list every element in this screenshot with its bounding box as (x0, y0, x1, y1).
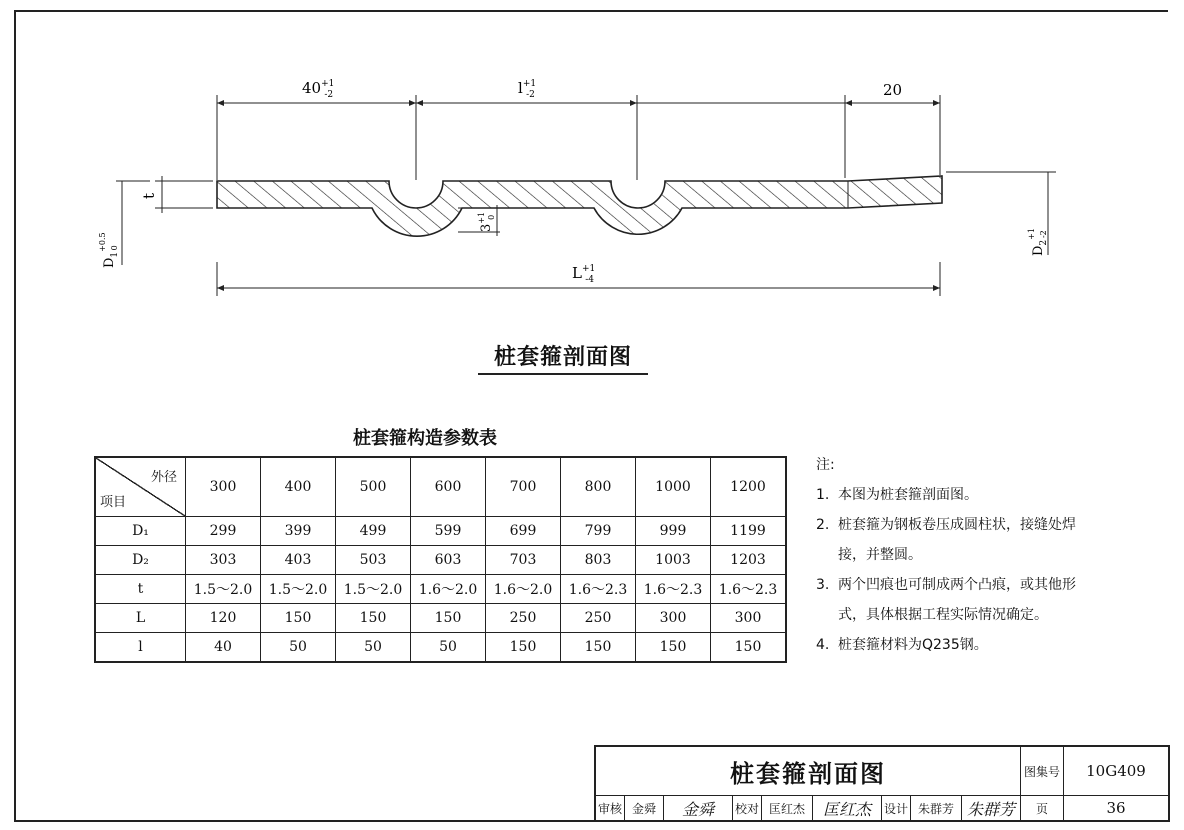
table-row (95, 546, 786, 575)
section-title: 桩套箍剖面图 (478, 340, 648, 375)
table-cell: 40 (186, 633, 261, 663)
table-cell: 1.6～2.3 (636, 575, 711, 604)
design-signature: 朱群芳 (962, 796, 1021, 822)
dim-t-label: t (140, 192, 158, 199)
review-name: 金舜 (625, 796, 664, 822)
corner-top-label: 外径 (150, 470, 177, 485)
table-cell: 1199 (711, 517, 787, 546)
design-name: 朱群芳 (911, 796, 962, 822)
table-cell: 803 (561, 546, 636, 575)
table-cell: 150 (411, 604, 486, 633)
table-cell: 50 (261, 633, 336, 663)
note-text: 桩套箍材料为Q235钢。 (838, 637, 988, 653)
table-cell: 1.6～2.3 (561, 575, 636, 604)
note-item (816, 630, 1096, 660)
table-cell: 50 (411, 633, 486, 663)
column-header: 1000 (636, 457, 711, 517)
review-signature: 金舜 (664, 796, 733, 822)
page-number: 36 (1064, 796, 1170, 822)
table-cell: 1.5～2.0 (336, 575, 411, 604)
note-number: 1. (816, 487, 830, 503)
dim-3-label: $3^{+1}0$ (477, 211, 496, 232)
section-drawing (0, 0, 1184, 330)
table-cell: 403 (261, 546, 336, 575)
note-number: 4. (816, 637, 830, 653)
note-number: 3. (816, 577, 830, 593)
table-cell: 503 (336, 546, 411, 575)
table-cell: 299 (186, 517, 261, 546)
atlas-number: 10G409 (1064, 746, 1170, 796)
row-label: l (95, 633, 186, 663)
column-header: 1200 (711, 457, 787, 517)
dim-l-label: $l^{+1}$ -2 (518, 79, 537, 100)
title-block (594, 745, 1170, 822)
table-cell: 150 (261, 604, 336, 633)
table-cell: 250 (486, 604, 561, 633)
hoop-profile (217, 176, 942, 236)
table-cell: 699 (486, 517, 561, 546)
review-label: 审核 (595, 796, 625, 822)
table-row (95, 604, 786, 633)
table-cell: 1.6～2.3 (711, 575, 787, 604)
table-cell: 499 (336, 517, 411, 546)
table-row (95, 517, 786, 546)
page-label: 页 (1021, 796, 1064, 822)
table-cell: 1.6～2.0 (486, 575, 561, 604)
table-header-row (95, 457, 786, 517)
check-label: 校对 (733, 796, 762, 822)
column-header: 700 (486, 457, 561, 517)
row-label: t (95, 575, 186, 604)
table-cell: 120 (186, 604, 261, 633)
note-text: 两个凹痕也可制成两个凸痕，或其他形式，具体根据工程实际情况确定。 (838, 577, 1076, 623)
table-cell: 250 (561, 604, 636, 633)
corner-bottom-label: 项目 (100, 495, 127, 510)
table-cell: 703 (486, 546, 561, 575)
column-header: 600 (411, 457, 486, 517)
dim-D1-label: $D_1^{+0.5}$ 0 (98, 232, 120, 268)
table-cell: 599 (411, 517, 486, 546)
table-cell: 1.6～2.0 (411, 575, 486, 604)
atlas-label: 图集号 (1021, 746, 1064, 796)
note-text: 本图为桩套箍剖面图。 (838, 487, 978, 503)
table-cell: 1203 (711, 546, 787, 575)
dim-20-label: 20 (883, 81, 903, 99)
dim-D2-label: $D_2^{+1}$ -2 (1027, 228, 1049, 256)
notes (816, 450, 1096, 660)
note-item (816, 480, 1096, 510)
table-cell: 603 (411, 546, 486, 575)
table-cell: 150 (486, 633, 561, 663)
notes-heading: 注: (816, 457, 835, 473)
row-label: D₁ (95, 517, 186, 546)
title-block-title: 桩套箍剖面图 (595, 746, 1021, 796)
table-title: 桩套箍构造参数表 (353, 428, 497, 449)
table-cell: 150 (636, 633, 711, 663)
note-number: 2. (816, 517, 830, 533)
table-cell: 1.5～2.0 (186, 575, 261, 604)
table-cell: 399 (261, 517, 336, 546)
column-header: 800 (561, 457, 636, 517)
column-header: 500 (336, 457, 411, 517)
corner-cell (95, 457, 186, 517)
note-item (816, 570, 1096, 630)
column-header: 400 (261, 457, 336, 517)
table-cell: 1003 (636, 546, 711, 575)
table-cell: 1.5～2.0 (261, 575, 336, 604)
check-name: 匡红杰 (762, 796, 813, 822)
dim-L-label: $L^{+1}$ -4 (572, 264, 596, 285)
table-cell: 799 (561, 517, 636, 546)
row-label: L (95, 604, 186, 633)
table-cell: 150 (561, 633, 636, 663)
table-cell: 300 (636, 604, 711, 633)
table-cell: 303 (186, 546, 261, 575)
table-cell: 150 (711, 633, 787, 663)
table-cell: 150 (336, 604, 411, 633)
note-item (816, 510, 1096, 570)
column-header: 300 (186, 457, 261, 517)
table-row (95, 575, 786, 604)
check-signature: 匡红杰 (813, 796, 882, 822)
table-row (95, 633, 786, 663)
table-cell: 50 (336, 633, 411, 663)
dim-40-label: $40^{+1}$ -2 (302, 79, 335, 100)
table-cell: 999 (636, 517, 711, 546)
design-label: 设计 (882, 796, 911, 822)
row-label: D₂ (95, 546, 186, 575)
table-cell: 300 (711, 604, 787, 633)
parameter-table (94, 456, 787, 663)
note-text: 桩套箍为钢板卷压成圆柱状，接缝处焊接，并整圆。 (838, 517, 1076, 563)
